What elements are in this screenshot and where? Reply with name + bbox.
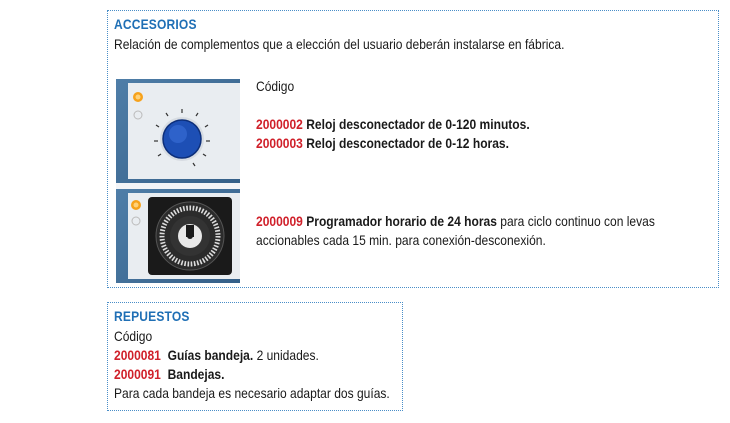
item-code: 2000091 <box>114 366 161 382</box>
timer-panel <box>116 79 240 183</box>
accesorios-codigo-label: Código <box>256 78 295 94</box>
accesorios-title: ACCESORIOS <box>114 16 197 32</box>
list-item <box>256 134 509 152</box>
timer-knob-icon <box>128 83 240 179</box>
item-detail: para ciclo continuo con levas <box>496 213 655 229</box>
product-photo <box>116 79 240 283</box>
repuestos-title: REPUESTOS <box>114 308 190 324</box>
item-name: Guías bandeja. <box>167 347 254 363</box>
repuestos-section <box>107 302 403 411</box>
repuestos-note: Para cada bandeja es necesario adaptar dos guías. <box>114 385 390 401</box>
item-name: Reloj desconectador de 0-120 minutos. <box>306 116 530 132</box>
repuestos-codigo-label: Código <box>114 328 153 344</box>
programmer-dial-icon <box>128 193 240 279</box>
item-detail: 2 unidades. <box>253 347 319 363</box>
item-code: 2000002 <box>256 116 303 132</box>
item-name: Programador horario de 24 horas <box>306 213 497 229</box>
list-item <box>114 365 224 383</box>
accesorios-description: Relación de complementos que a elección del usuario deberán instalarse en fábrica. <box>114 36 565 52</box>
item-code: 2000009 <box>256 213 303 229</box>
list-item <box>256 212 655 230</box>
item-code: 2000081 <box>114 347 161 363</box>
item-name: Bandejas. <box>167 366 225 382</box>
accesorios-section <box>107 10 719 288</box>
item-detail-line: accionables cada 15 min. para conexión-desconexión. <box>256 232 546 248</box>
list-item <box>256 115 530 133</box>
item-code: 2000003 <box>256 135 303 151</box>
programmer-panel <box>116 189 240 283</box>
item-name: Reloj desconectador de 0-12 horas. <box>306 135 509 151</box>
list-item <box>114 346 319 364</box>
